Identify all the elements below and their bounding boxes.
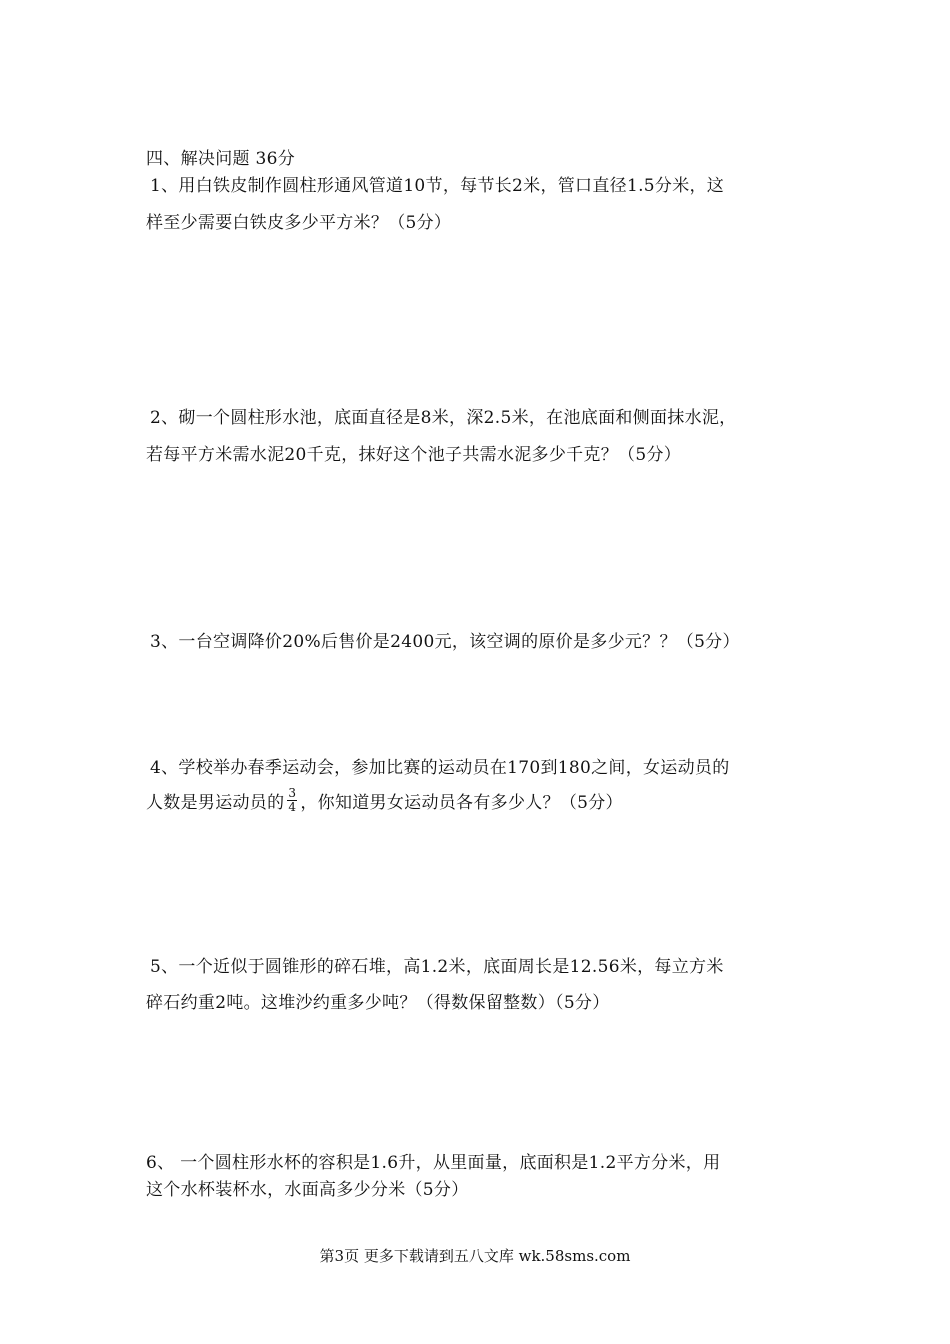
- problem-4-text-after-fraction: ，你知道男女运动员各有多少人？（5分）: [300, 793, 623, 813]
- problem-6-line-2: 这个水杯装杯水，水面高多少分米（5分）: [146, 1180, 469, 1200]
- problem-2-line-1: 2、砌一个圆柱形水池，底面直径是8米，深2.5米，在池底面和侧面抹水泥，: [150, 408, 737, 428]
- problem-1-line-1: 1、用白铁皮制作圆柱形通风管道10节，每节长2米，管口直径1.5分米，这: [150, 176, 725, 196]
- problem-4-line-1: 4、学校举办春季运动会，参加比赛的运动员在170到180之间，女运动员的: [150, 758, 730, 778]
- fraction-numerator: 3: [288, 786, 297, 800]
- problem-6-line-1: 6、 一个圆柱形水杯的容积是1.6升，从里面量，底面积是1.2平方分米，用: [146, 1153, 721, 1173]
- section-title: 四、解决问题 36分: [146, 149, 296, 169]
- problem-4-line-2: [146, 786, 623, 814]
- problem-5-line-1: 5、一个近似于圆锥形的碎石堆，高1.2米，底面周长是12.56米，每立方米: [150, 957, 724, 977]
- problem-5-line-2: 碎石约重2吨。这堆沙约重多少吨？（得数保留整数）（5分）: [146, 993, 610, 1013]
- problem-2-line-2: 若每平方米需水泥20千克，抹好这个池子共需水泥多少千克？（5分）: [146, 445, 682, 465]
- problem-1-line-2: 样至少需要白铁皮多少平方米？（5分）: [146, 213, 452, 233]
- problem-4-text-before-fraction: 人数是男运动员的: [146, 793, 285, 813]
- page-footer: 第3页 更多下载请到五八文库 wk.58sms.com: [319, 1247, 631, 1265]
- fraction-three-quarters: [287, 787, 297, 814]
- fraction-denominator: 4: [288, 800, 297, 814]
- problem-3-line-1: 3、一台空调降价20%后售价是2400元，该空调的原价是多少元？？（5分）: [150, 632, 740, 652]
